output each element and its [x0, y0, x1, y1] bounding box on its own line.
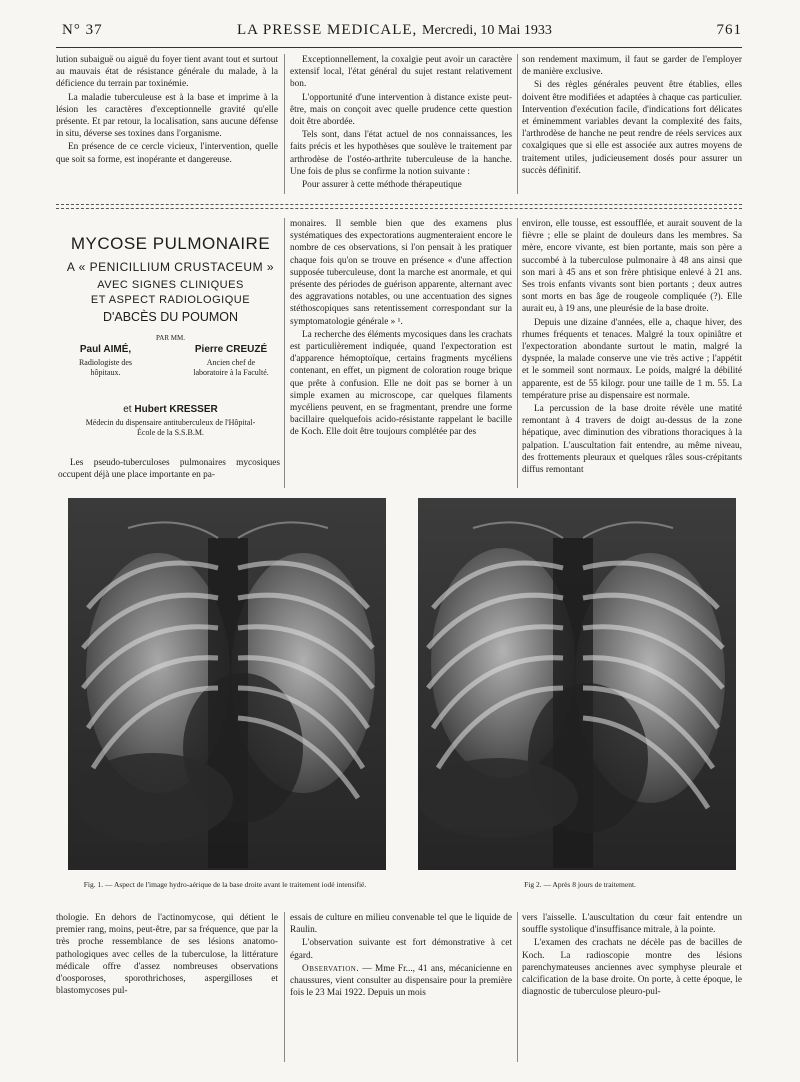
article-subtitle: D'ABCÈS DU POUMON: [102, 310, 239, 324]
article-subtitle: ET ASPECT RADIOLOGIQUE: [90, 294, 251, 306]
paragraph: lution subaiguë ou aiguë du foyer tient avant tout et surtout au mauvais état de résistance générale du malade, à la déficience du terrain par toxinémie.: [56, 55, 278, 90]
paragraph: La percussion de la base droite révèle une matité remontant à 4 travers de doigt au-dessus de la zone hépatique, avec diminution des vibrations thoraciques à la palpation. L'auscultation fait entendre, au même niveau, des frottements pleuraux et quelques râles sous-crépitants diffus remontant: [522, 404, 742, 476]
figure-1-xray: [68, 498, 386, 870]
article-title: MYCOSE PULMONAIRE: [70, 234, 271, 253]
author-name: Pierre CREUZÉ: [194, 344, 268, 355]
article-title-block: [58, 230, 283, 342]
author-prefix: et: [123, 404, 132, 415]
header-rule: [56, 47, 742, 48]
column-divider: [284, 54, 285, 194]
author-name: Hubert KRESSER: [134, 404, 218, 415]
paragraph: vers l'aisselle. L'auscultation du cœur fait entendre un souffle systolique d'insuffisance mitrale, à la pointe.: [522, 913, 742, 936]
section-separator: [56, 208, 742, 209]
figure-1-caption: Fig. 1. — Aspect de l'image hydro-aérique de la base droite avant le traitement iodé intensifié.: [83, 880, 367, 889]
paragraph: L'opportunité d'une intervention à distance existe peut-être, mais on conçoit avec quelle prudence cette question doit être abordée.: [290, 92, 512, 128]
top-column-2: [290, 54, 512, 192]
paragraph: Les pseudo-tuberculoses pulmonaires mycosiques occupent déjà une place importante en pa-: [58, 458, 280, 481]
column-divider: [284, 912, 285, 1062]
xray-image: [418, 498, 736, 870]
journal-title: [237, 22, 552, 39]
bottom-column-1: [56, 912, 278, 998]
paragraph: La recherche des éléments mycosiques dans les crachats est particulièrement indiquée, quand l'expectoration est d'apparence hémoptoïque, certains fragments mycéliens contenant, en effet, un pigment de coloration rouge brique que prête à confusion. Elle ne doit pas se borner à un simple examen au microscope, car quelques filaments mycéliens peuvent, en se fragmentant, prendre une forme bacillaire quelquefois acido-résistante rappelant le bacille de Koch. Elle doit être toujours complétée par des: [290, 329, 512, 438]
column-divider: [284, 218, 285, 488]
author-role: Médecin du dispensaire antituberculeux de l'Hôpital-École de la S.S.B.M.: [85, 418, 256, 437]
paragraph: La maladie tuberculeuse est à la base et imprime à la lésion les caractères d'exceptionnelle gravité qu'elle présente. Et par retour, la localisation, sans aucune défense in situ, déverse ses toxines dans l'organisme.: [56, 92, 278, 140]
figure-2-caption: Fig 2. — Après 8 jours de traitement.: [524, 880, 636, 889]
bottom-column-3: [522, 912, 742, 999]
paragraph: thologie. En dehors de l'actinomycose, qui détient le premier rang, moins, peut-être, par sa fréquence, que par la très proche ressemblance de ses lésions anatomo-pathologiques avec celles de la tuberculose, la littérature médicale offre d'assez nombreuses observations d'oosporoses, sporothrichoses, aspergilloses et blastomycoses pul-: [56, 913, 278, 997]
paragraph: Depuis une dizaine d'années, elle a, chaque hiver, des rhumes fréquents et tenaces. Malgré la toux opiniâtre et l'expectoration abondante surtout le matin, malgré la dyspnée, la malade conserve une vie très active ; l'appétit et le sommeil sont normaux. Le poids, malgré la débilité apparente, est de 55 kilogr. pour une taille de 1 m. 55. La température prise au dispensaire est normale.: [522, 317, 742, 401]
paragraph: Pour assurer à cette méthode thérapeutique: [302, 180, 462, 191]
paragraph: L'observation suivante est fort démonstrative à cet égard.: [290, 938, 512, 961]
author-role: Radiologiste des hôpitaux.: [78, 358, 133, 377]
observation-text: — Mme Fr..., 41 ans, mécanicienne en chaussures, vient consulter au dispensaire pour la première fois le 23 Mai 1922. Depuis un mois: [290, 963, 512, 999]
paragraph: Si des règles générales peuvent être établies, elles doivent être modifiées et adaptées à chaque cas particulier. Intervention d'exécution facile, d'indications fort délicates et éminemment variables devant la complexité des faits, l'arthrodèse de hanche ne peut rendre de réels services aux coxalgiques que si elle est associée aux autres moyens de traitement utiles, judicieusement dosés pour assurer un succès définitif.: [522, 80, 742, 176]
article-subtitle: A « PENICILLIUM CRUSTACEUM »: [66, 260, 275, 274]
issue-date: Mercredi, 10 Mai 1933: [422, 23, 552, 38]
figure-2-xray: [418, 498, 736, 870]
mid-column-2: [290, 218, 512, 440]
paragraph: L'examen des crachats ne décèle pas de bacilles de Koch. La radioscopie montre des lésions parenchymateuses anciennes avec symphyse pleurale et calcification de la base droite. On porte, à cette époque, le diagnostic de tuberculose pleuro-pul-: [522, 938, 742, 998]
page-number: 761: [716, 22, 742, 38]
top-column-3: [522, 54, 742, 178]
top-column-1: [56, 54, 278, 167]
author-role: Ancien chef de laboratoire à la Faculté.: [193, 358, 269, 377]
issue-number: N° 37: [62, 22, 103, 38]
mid-column-3: [522, 218, 742, 477]
observation-label: Observation.: [302, 963, 360, 974]
column-divider: [517, 912, 518, 1062]
section-separator: [56, 204, 742, 205]
article-subtitle: AVEC SIGNES CLINIQUES: [97, 279, 244, 291]
running-header: [62, 22, 742, 44]
article-intro: [58, 457, 280, 482]
journal-name: LA PRESSE MEDICALE,: [237, 22, 418, 38]
paragraph: Exceptionnellement, la coxalgie peut avoir un caractère extensif local, l'état général du sujet restant relativement bon.: [290, 55, 512, 90]
author-creuze: [176, 345, 286, 378]
column-divider: [517, 54, 518, 194]
paragraph: son rendement maximum, il faut se garder de l'employer de manière exclusive.: [522, 55, 742, 78]
author-kresser: [58, 405, 283, 438]
byline-par: PAR MM.: [156, 334, 185, 342]
paragraph: Tels sont, dans l'état actuel de nos connaissances, les faits précis et les hypothèses que soulève le traitement par arthrodèse de l'ostéo-arthrite tuberculeuse de la hanche. Une fois de plus se confirme la notion suivante :: [290, 130, 512, 177]
xray-image: [68, 498, 386, 870]
paragraph: monaires. Il semble bien que des examens plus systématiques des expectorations augmenteraient encore le nombre de ces observations, si l'on pensait à les pratiquer chaque fois qu'on se trouve en présence « d'une affection supposée tuberculeuse, dont la marche est anormale, et qui présente des périodes de guérison apparente, alternant avec des aggravations notables, ou une accentuation des signes stéthoscopiques sans retentissement correspondant sur la symptomatologie générale » ¹.: [290, 219, 512, 327]
paragraph: essais de culture en milieu convenable tel que le liquide de Raulin.: [290, 913, 512, 936]
author-name: Paul AIMÉ,: [79, 344, 132, 355]
column-divider: [517, 218, 518, 488]
author-aime: [58, 345, 153, 378]
paragraph: En présence de ce cercle vicieux, l'intervention, quelle que soit sa forme, est inopérante et dangereuse.: [56, 142, 278, 165]
paragraph: environ, elle tousse, est essoufflée, et aurait souvent de la fièvre ; elle se plaint de douleurs dans les membres. Sa mère, encore vivante, est bien portante, mais son père a succombé à la tuberculose pulmonaire à 48 ans ainsi que son mari à 45 ans et son frère phtisique enlevé à 21 ans. Ses trois enfants vivants sont bien portants ; deux autres sont morts en bas âge de rougeole compliquée (?). Elle aurait eu, à 19 ans, une pleurésie de la base droite.: [522, 219, 742, 315]
paragraph: [290, 963, 512, 1000]
bottom-column-2: [290, 912, 512, 1000]
